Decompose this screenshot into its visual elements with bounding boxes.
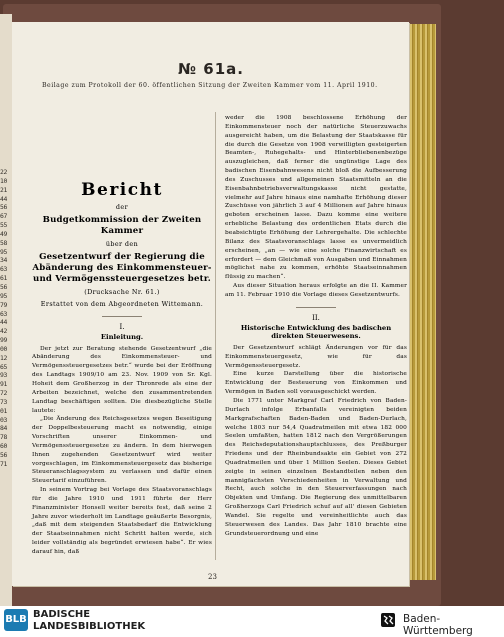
margin-number: 67 xyxy=(0,212,8,221)
margin-number: 21 xyxy=(0,185,8,194)
margin-number: 63 xyxy=(0,309,8,318)
separator-rule xyxy=(296,307,336,308)
body-text xyxy=(225,114,407,300)
subject-line: Gesetzentwurf der Regierung die Abänderung des Einkommensteuer- und Vermögenssteuergesetzes betr. xyxy=(32,252,212,284)
margin-number: 60 xyxy=(0,442,8,451)
document-number: № 61a. xyxy=(178,60,244,78)
facing-page-numbers xyxy=(0,168,12,469)
margin-number: 34 xyxy=(0,256,8,265)
section-heading: Historische Entwicklung des badischen direkten Steuerwesens. xyxy=(240,323,392,341)
paragraph: Aus dieser Situation heraus erfolgte an die II. Kammer am 11. Februar 1910 die Vorlage dieses Gesetzentwurfs. xyxy=(225,283,407,298)
margin-number: 00 xyxy=(0,344,8,353)
paragraph: „Die Änderung des Reichsgesetzes wegen Beseitigung der Doppelbesteuerung macht es notwendig, einige Vorschriften unserer Einkommen- und Vermögenssteuergesetze zu ändern. In dem hierwegen Ihnen zugehenden Gesetzentwurf wird weiter vorgeschlagen, im Einkommensteuergesetz das bisherige Steueranschlagssystem zu verlassen und dafür einen Steuertarif einzuführen. xyxy=(32,416,212,485)
separator-rule xyxy=(102,316,142,317)
ueber-den-line: über den xyxy=(105,240,139,248)
margin-number: 03 xyxy=(0,415,8,424)
page-edges xyxy=(408,24,436,580)
library-name[interactable] xyxy=(33,609,145,633)
protocol-line: Beilage zum Protokoll der 60. öffentlichen Sitzung der Zweiten Kammer vom 11. April 1910. xyxy=(42,82,378,89)
margin-number: 91 xyxy=(0,380,8,389)
library-logo[interactable]: BLB xyxy=(4,609,28,631)
margin-number: 22 xyxy=(0,168,8,176)
margin-number: 44 xyxy=(0,318,8,327)
library-name-line1: BADISCHE xyxy=(33,609,91,620)
margin-number: 95 xyxy=(0,247,8,256)
margin-number: 58 xyxy=(0,238,8,247)
state-name[interactable]: Baden-Württemberg xyxy=(403,613,473,637)
right-column xyxy=(225,114,407,538)
body-text xyxy=(32,345,212,557)
page-number: 23 xyxy=(208,573,217,581)
facing-page-edge xyxy=(0,14,12,606)
margin-number: 63 xyxy=(0,265,8,274)
footer-bar xyxy=(0,606,504,635)
drucksache-line: (Drucksache Nr. 61.) xyxy=(84,288,160,296)
margin-number: 10 xyxy=(0,176,8,185)
margin-number: 44 xyxy=(0,194,8,203)
commission-name: Budgetkommission der Zweiten Kammer xyxy=(42,215,202,236)
margin-number: 12 xyxy=(0,353,8,362)
left-column xyxy=(32,180,212,557)
margin-number: 01 xyxy=(0,406,8,415)
margin-number: 78 xyxy=(0,433,8,442)
paragraph: weder die 1908 beschlossene Erhöhung der Einkommensteuer noch der natürliche Steuerzuwachs ausgereicht haben, um die Belastung der Staatskasse für die durch die Gesetze von 1908 verwilligten gesteigerten Beamten-, Ruhegehalts- und Hinterbliebenenbezüge auszugleichen, daß ferner die ungünstige Lage des badischen Eisenbahnwesens nicht bloß die Aufbesserung des Zuschusses und allgemeinen Staatsmitteln an die Eisenbahnbetriebsverwaltungskasse nicht gestatte, vielmehr auf Jahre hinaus eine namhafte Erhöhung dieser Zuschüsse von jährlich 3 auf 4 Millionen auf Jahre hinaus geboten erscheinen lasse. Dazu komme eine weitere erhebliche Belastung des ordentlichen Etats durch die beabsichtigte Erhöhung der Lehrergehalte. Die schlechte Bilanz des Staatsvoranschlags lasse es unvermeidlich erscheinen, „an — wie eine solche Finanzwirtschaft es erfordert — dem Gleichmaß von Ausgaben und Einnahmen möglichst nahe zu kommen, erhöhte Staatseinnahmen flüssig zu machen“. xyxy=(225,115,407,281)
rapporteur-line: Erstattet von dem Abgeordneten Wittemann. xyxy=(40,300,204,308)
margin-number: 79 xyxy=(0,300,8,309)
der-line: der xyxy=(115,203,129,211)
report-title: Bericht xyxy=(81,180,163,200)
margin-number: 56 xyxy=(0,451,8,459)
paragraph: In seinem Vortrag bei Vorlage des Staatsvoranschlags für die Jahre 1910 und 1911 führte der Herr Finanzminister Honsell weiter bereits fest, daß seine 2 Jahre zuvor wiederholt im Landtage geäußerte Besorgnis, „daß mit dem steigenden Staatsbedarf die Entwicklung der Staatseinnahmen nicht Schritt halten werde, sich leider vollständig als begründet erwiesen habe“. Er wies darauf hin, daß xyxy=(32,487,212,555)
margin-number: 73 xyxy=(0,397,8,406)
margin-number: 72 xyxy=(0,389,8,398)
paragraph: Eine kurze Darstellung über die historische Entwicklung der Besteuerung von Einkommen und Vermögen in Baden soll vorausgeschickt werden. xyxy=(225,371,407,396)
section-heading: Einleitung. xyxy=(100,333,144,341)
body-text xyxy=(225,344,407,539)
paragraph: Die 1771 unter Markgraf Carl Friedrich von Baden-Durlach infolge Erbanfalls vereinigten beiden Markgrafschaften Baden-Baden und Baden-Durlach, welche 1803 nur 54,4 Quadratmeilen mit etwa 182 000 Seelen umfaßten, hatten 1812 nach den Vergrößerungen des Reichsdeputationshauptschlusses, des Preßburger Friedens und der Rheinbundsakte ein Gebiet von 272 Quadratmeilen und über 1 Million Seelen. Dieses Gebiet zeigte in seinen einzelnen Bestandteilen neben den mannigfachsten Verschiedenheiten in Verwaltung und Recht, auch solche in den Steuerverfassungen nach Objekten und Umfang. Die Regierung des unmittelbaren Großherzogs Carl Friedrich schuf auf all' diesen Gebieten Wandel. Sie regelte und vereinheitlichte auch das Steuerwesen des Landes. Das Jahr 1810 brachte eine Grundsteuerordnung und eine xyxy=(225,397,407,537)
state-lions-icon xyxy=(380,612,396,628)
margin-number: 49 xyxy=(0,229,8,238)
margin-number: 99 xyxy=(0,336,8,345)
paragraph: Der jetzt zur Beratung stehende Gesetzentwurf „die Abänderung des Einkommensteuer- und Vermögenssteuergesetzes betr.“ wurde bei der Eröffnung des Landtags 1909/10 am 23. Nov. 1909 von Sr. Kgl. Hoheit dem Großherzog in der Thronrede als eine der Arbeiten bezeichnet, welche den zusammentretenden Landtag beschäftigen sollten. Die diesbezügliche Stelle lautete: xyxy=(32,345,212,414)
column-divider xyxy=(215,112,216,560)
margin-number: 56 xyxy=(0,203,8,212)
margin-number: 71 xyxy=(0,459,8,468)
document-page xyxy=(12,22,409,586)
margin-number: 93 xyxy=(0,371,8,380)
paragraph: Der Gesetzentwurf schlägt Änderungen vor für das Einkommensteuergesetz, wie für das Vermögenssteuergesetz. xyxy=(225,344,407,369)
margin-number: 95 xyxy=(0,291,8,300)
margin-number: 55 xyxy=(0,221,8,230)
margin-number: 42 xyxy=(0,327,8,336)
margin-number: 65 xyxy=(0,362,8,371)
margin-number: 61 xyxy=(0,274,8,283)
library-name-line2: LANDESBIBLIOTHEK xyxy=(33,621,146,632)
margin-number: 56 xyxy=(0,282,8,291)
section-number: II. xyxy=(312,313,320,322)
section-number: I. xyxy=(119,323,125,331)
margin-number: 84 xyxy=(0,424,8,433)
